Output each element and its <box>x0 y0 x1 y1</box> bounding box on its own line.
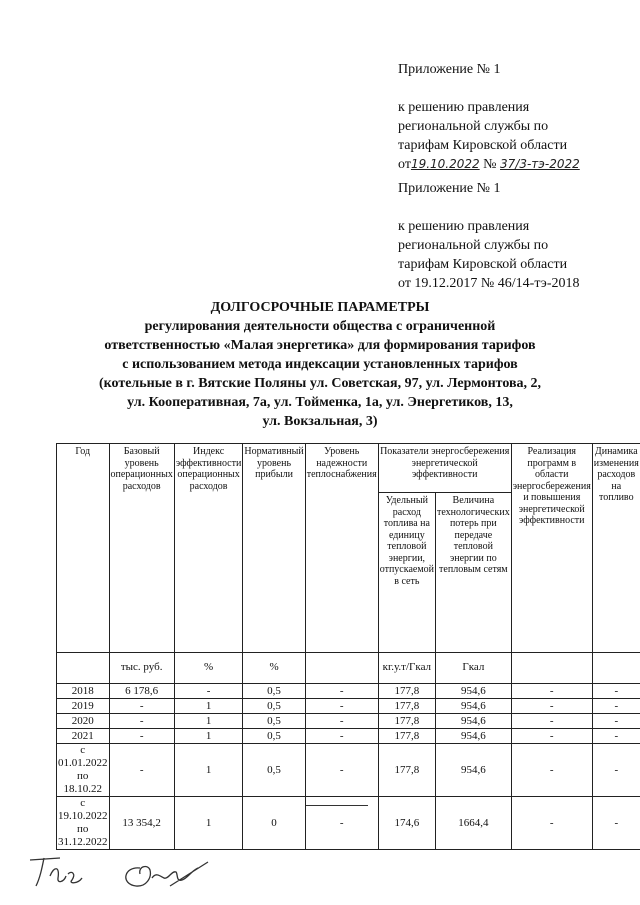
header-reliability: Уровень надежности теплоснабжения <box>305 444 378 653</box>
table-cell: - <box>174 684 243 699</box>
annex-new-title: Приложение № 1 <box>398 62 501 77</box>
table-cell: 1 <box>174 744 243 797</box>
table-cell: с 19.10.2022 по 31.12.2022 <box>58 797 108 848</box>
table-cell: 13 354,2 <box>109 797 174 850</box>
table-cell: 177,8 <box>378 684 435 699</box>
table-cell: - <box>305 797 378 850</box>
table-cell: - <box>511 714 592 729</box>
table-cell: 2019 <box>57 699 110 714</box>
table-cell: 1664,4 <box>436 797 512 850</box>
unit-cell <box>511 653 592 684</box>
header-energy-efficiency: Показатели энергосбережения энергетической эффективности <box>378 444 511 493</box>
annex-new-line: региональной службы по <box>398 119 549 134</box>
table-cell: 2021 <box>57 729 110 744</box>
header-efficiency-index: Индекс эффективности операционных расходов <box>174 444 243 653</box>
table-cell: - <box>109 714 174 729</box>
table-cell: 177,8 <box>378 699 435 714</box>
table-cell: - <box>305 744 378 797</box>
table-cell: 2020 <box>57 714 110 729</box>
unit-cell: Гкал <box>436 653 512 684</box>
header-base-cost: Базовый уровень операционных расходов <box>109 444 174 653</box>
heading-line: с использованием метода индексации установленных тарифов <box>122 357 518 372</box>
table-row <box>57 714 640 729</box>
table-cell: - <box>592 684 640 699</box>
table-cell: 177,8 <box>378 714 435 729</box>
table-cell: - <box>511 744 592 797</box>
table-cell: - <box>511 684 592 699</box>
heading-line: (котельные в г. Вятские Поляны ул. Советская, 97, ул. Лермонтова, 2, <box>98 376 542 391</box>
annex-new-date-line <box>398 155 580 174</box>
table-cell: 177,8 <box>378 744 435 797</box>
header-fuel-rate: Удельный расход топлива на единицу тепловой энергии, отпускаемой в сеть <box>378 493 435 653</box>
annex-old-line: к решению правления <box>398 219 530 234</box>
annex-new-line: тарифам Кировской области <box>398 138 568 153</box>
table-cell: с 01.01.2022 по 18.10.22 <box>58 744 108 795</box>
header-program: Реализация программ в области энергосбережения и повышения энергетической эффективности <box>511 444 592 653</box>
table-cell: 6 178,6 <box>109 684 174 699</box>
table-cell: 954,6 <box>436 744 512 797</box>
header-profit-level: Нормативный уровень прибыли <box>243 444 305 653</box>
table-cell: 0,5 <box>243 684 305 699</box>
document-heading <box>0 298 640 431</box>
unit-cell <box>57 653 110 684</box>
heading-line: ул. Кооперативная, 7а, ул. Тойменка, 1а, ул. Энергетиков, 13, <box>127 395 513 410</box>
table-cell: - <box>109 699 174 714</box>
table-cell: - <box>305 684 378 699</box>
annex-old-line: региональной службы по <box>398 238 549 253</box>
table-cell: - <box>592 744 640 797</box>
table-row <box>57 744 640 797</box>
number-label: № <box>483 157 497 172</box>
units-row <box>57 653 640 684</box>
table-cell: 1 <box>174 797 243 850</box>
table-cell: - <box>305 729 378 744</box>
table-cell: 0,5 <box>243 714 305 729</box>
header-fuel-dynamics: Динамика изменения расходов на топливо <box>592 444 640 653</box>
table-cell: 1 <box>174 714 243 729</box>
unit-cell: кг.у.т/Гкал <box>378 653 435 684</box>
table-cell: - <box>592 797 640 850</box>
handwritten-number: 37/3-тэ-2022 <box>500 157 580 171</box>
table-cell: - <box>511 699 592 714</box>
table-cell: - <box>109 744 174 797</box>
unit-cell: % <box>174 653 243 684</box>
unit-cell: % <box>243 653 305 684</box>
table-cell: 2018 <box>57 684 110 699</box>
annex-old-title: Приложение № 1 <box>398 181 501 196</box>
handwritten-date: 19.10.2022 <box>410 157 480 171</box>
table-cell: - <box>592 699 640 714</box>
table-cell: - <box>511 729 592 744</box>
table-cell: - <box>592 729 640 744</box>
parameters-table <box>56 443 640 850</box>
table-cell: 0,5 <box>243 699 305 714</box>
table-row <box>57 699 640 714</box>
table-cell: 1 <box>174 699 243 714</box>
table-cell: 0,5 <box>243 729 305 744</box>
signature-image <box>20 848 220 893</box>
table-cell: - <box>109 729 174 744</box>
table-cell: 1 <box>174 729 243 744</box>
table-cell: - <box>305 714 378 729</box>
header-losses: Величина технологических потерь при передаче тепловой энергии по тепловым сетям <box>436 493 512 653</box>
heading-line: ответственностью «Малая энергетика» для формирования тарифов <box>104 338 536 353</box>
table-cell: 954,6 <box>436 684 512 699</box>
heading-line: регулирования деятельности общества с ограниченной <box>144 319 496 334</box>
table-cell: 954,6 <box>436 729 512 744</box>
annex-new-line: к решению правления <box>398 100 530 115</box>
table-cell: 174,6 <box>378 797 435 850</box>
table-row <box>57 684 640 699</box>
table-cell: 0 <box>243 797 305 850</box>
header-year: Год <box>57 444 110 653</box>
table-cell: - <box>592 714 640 729</box>
divider-line <box>306 805 368 806</box>
unit-cell <box>305 653 378 684</box>
unit-cell <box>592 653 640 684</box>
annex-old-block <box>398 179 579 293</box>
heading-line: ул. Вокзальная, 3) <box>262 414 378 429</box>
table-cell: 954,6 <box>436 714 512 729</box>
date-prefix: от <box>398 157 411 172</box>
annex-old-line: тарифам Кировской области <box>398 257 568 272</box>
table-row <box>57 729 640 744</box>
annex-old-line: от 19.12.2017 № 46/14-тэ-2018 <box>398 276 580 291</box>
table-cell: 177,8 <box>378 729 435 744</box>
table-cell: 954,6 <box>436 699 512 714</box>
unit-cell: тыс. руб. <box>109 653 174 684</box>
table-cell: 0,5 <box>243 744 305 797</box>
annex-new-block <box>398 60 580 174</box>
table-cell: - <box>511 797 592 850</box>
heading-main: ДОЛГОСРОЧНЫЕ ПАРАМЕТРЫ <box>210 300 430 315</box>
table-cell: - <box>305 699 378 714</box>
